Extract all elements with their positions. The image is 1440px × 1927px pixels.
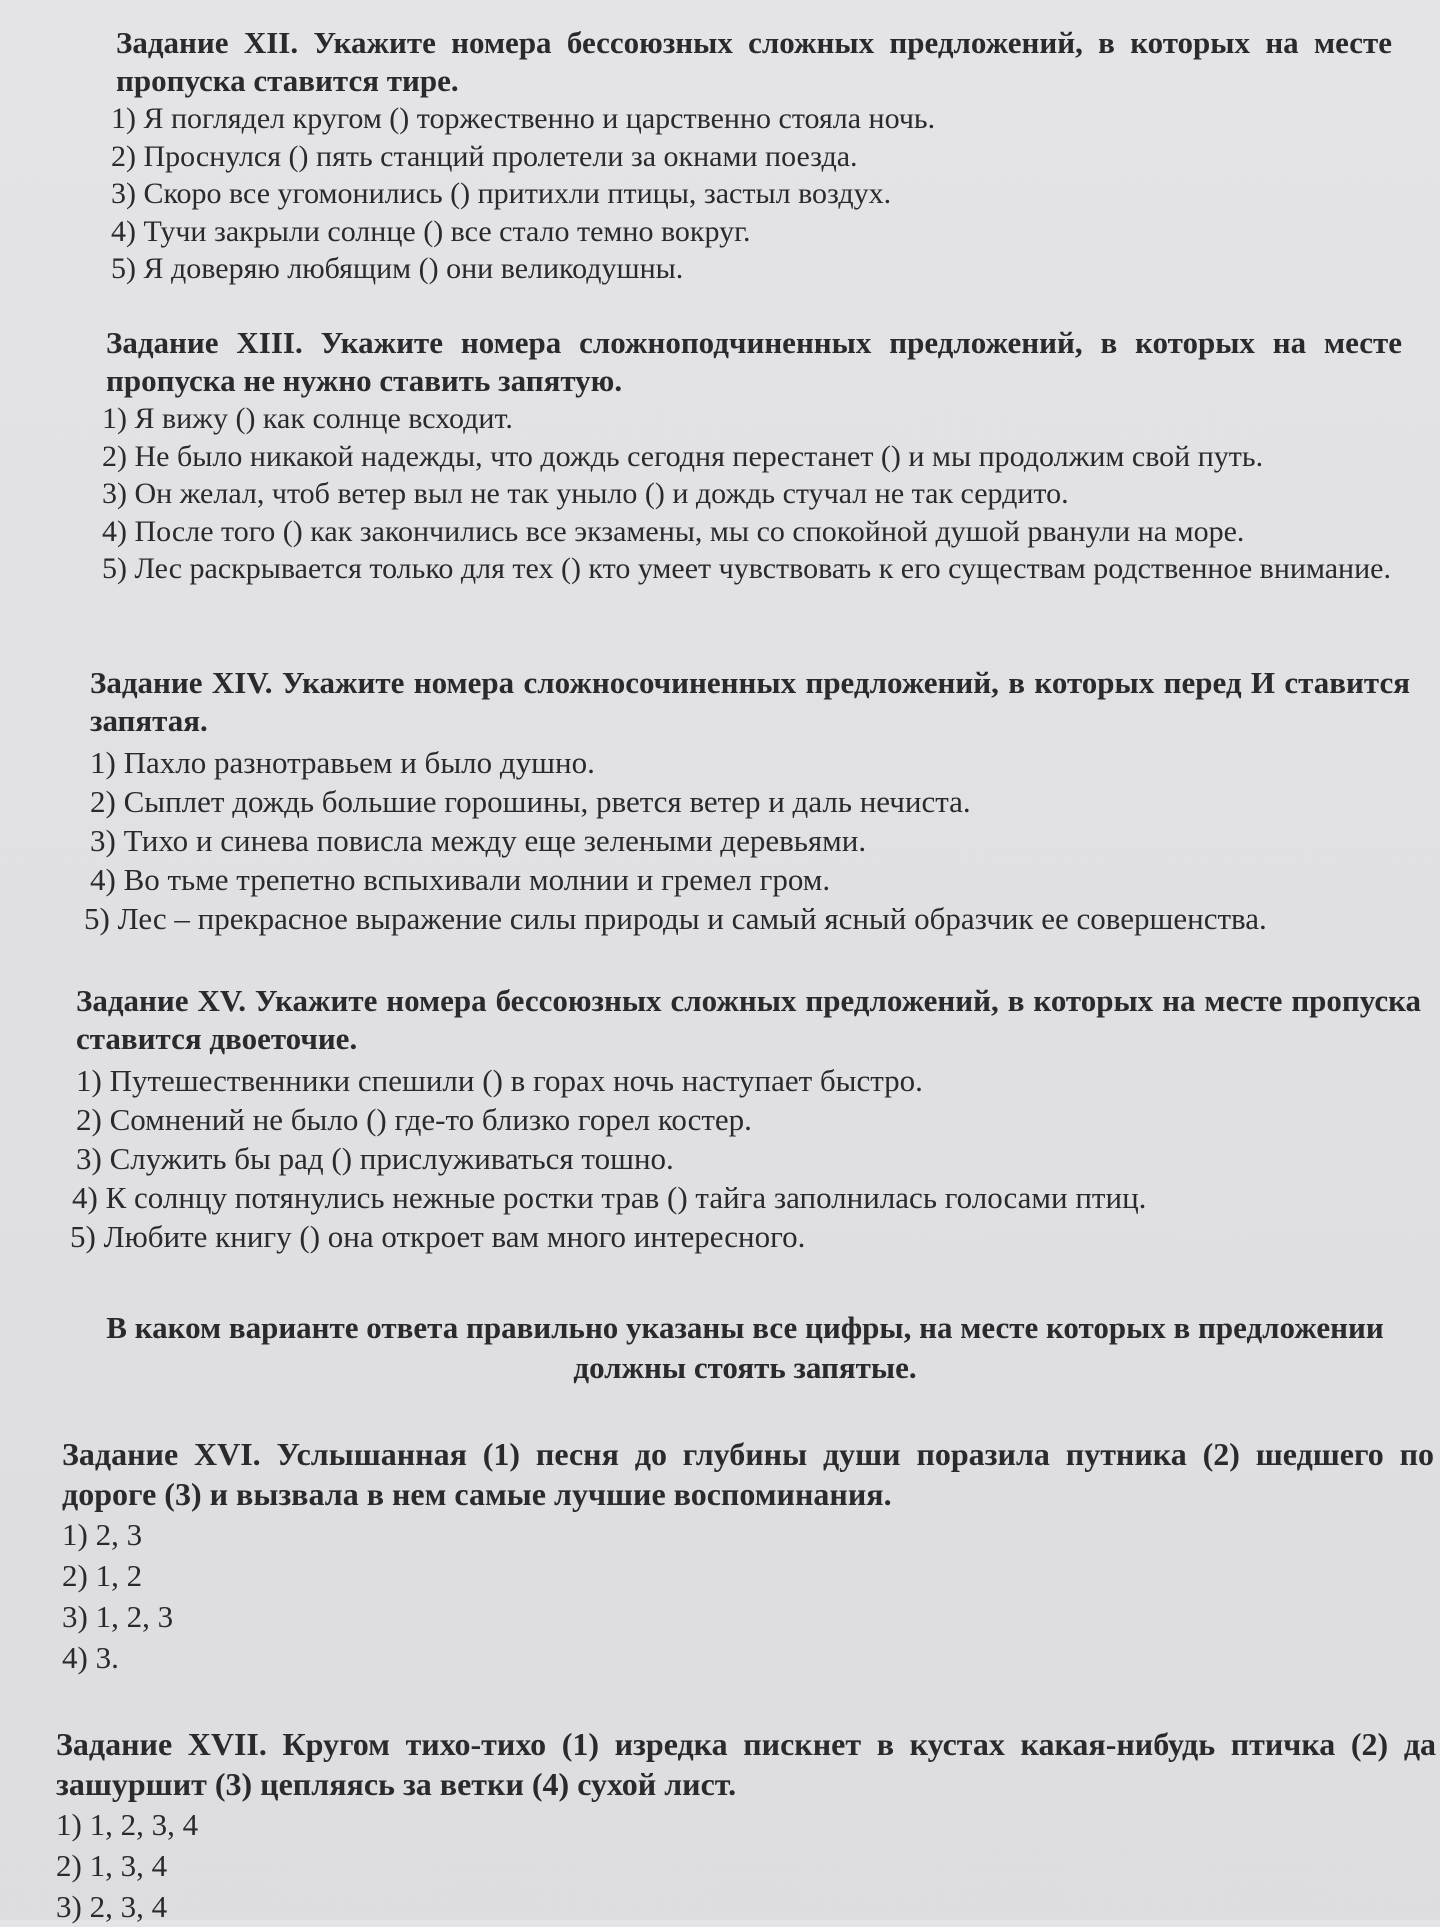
list-item: 2) 1, 2 — [62, 1558, 143, 1593]
task-17 — [56, 1724, 1436, 1927]
list-item: 5) Лес – прекрасное выражение силы природы и самый ясный образчик ее совершенства. — [84, 901, 1267, 936]
list-item: 3) 1, 2, 3 — [62, 1599, 174, 1634]
list-item: 4) Тучи закрыли солнце () все стало темно вокруг. — [111, 214, 751, 248]
task-title: Задание XIII. Укажите номера сложноподчиненных предложений, в которых на месте пропуска не нужно ставить запятую. — [106, 325, 1402, 398]
list-item: 2) Сомнений не было () где-то близко горел костер. — [76, 1102, 752, 1137]
list-item: 1) Путешественники спешили () в горах ночь наступает быстро. — [76, 1063, 923, 1098]
task-title: Задание XII. Укажите номера бессоюзных сложных предложений, в которых на месте пропуска ставится тире. — [116, 25, 1392, 98]
list-item: 1) Я поглядел кругом () торжественно и царственно стояла ночь. — [111, 102, 936, 135]
task-options — [84, 743, 1410, 938]
list-item: 4) Во тьме трепетно вспыхивали молнии и гремел гром. — [90, 862, 831, 897]
list-item: 1) Я вижу () как солнце всходит. — [102, 402, 513, 435]
task-options — [102, 400, 1402, 588]
list-item: 1) Пахло разнотравьем и было душно. — [90, 745, 595, 780]
list-item: 3) Тихо и синева повисла между еще зелеными деревьями. — [90, 823, 867, 858]
task-title: Задание XV. Укажите номера бессоюзных сложных предложений, в которых на месте пропуска ставится двоеточие. — [76, 983, 1421, 1056]
task-options — [62, 1514, 1434, 1678]
list-item: 3) 2, 3, 4 — [56, 1889, 168, 1924]
list-item: 4) 3. — [62, 1640, 119, 1675]
task-16 — [62, 1434, 1434, 1678]
task-title: Задание XIV. Укажите номера сложносочиненных предложений, в которых перед И ставится запятая. — [90, 665, 1410, 738]
list-item: 1) 2, 3 — [62, 1517, 143, 1552]
list-item: 3) Скоро все угомонились () притихли птицы, застыл воздух. — [111, 177, 892, 210]
list-item: 5) Любите книгу () она откроет вам много интересного. — [70, 1219, 806, 1254]
list-item: 2) Проснулся () пять станций пролетели за окнами поезда. — [111, 139, 858, 173]
task-options — [70, 1061, 1421, 1256]
list-item: 4) После того () как закончились все экзамены, мы со спокойной душой рванули на море. — [102, 514, 1245, 548]
task-title: Задание XVII. Кругом тихо-тихо (1) изредка пискнет в кустах какая-нибудь птичка (2) да зашуршит (3) цепляясь за ветки (4) сухой лист. — [56, 1726, 1436, 1802]
list-item: 3) Служить бы рад () прислуживаться тошно. — [76, 1141, 674, 1176]
list-item: 3) Он желал, чтоб ветер выл не так уныло () и дождь стучал не так сердито. — [102, 477, 1069, 510]
task-14 — [84, 664, 1410, 938]
list-item: 2) 1, 3, 4 — [56, 1848, 168, 1883]
list-item: 5) Я доверяю любящим () они великодушны. — [111, 252, 684, 285]
list-item: 2) Не было никакой надежды, что дождь сегодня перестанет () и мы продолжим свой путь. — [102, 439, 1264, 473]
task-options — [111, 100, 1392, 288]
task-title: Задание XVI. Услышанная (1) песня до глубины души поразила путника (2) шедшего по дороге (3) и вызвала в нем самые лучшие воспоминания. — [62, 1436, 1434, 1512]
task-12 — [111, 24, 1392, 288]
list-item: 5) Лес раскрывается только для тех () кто умеет чувствовать к его существам родственное внимание. — [102, 552, 1391, 585]
list-item: 1) 1, 2, 3, 4 — [56, 1807, 199, 1842]
list-item: 4) К солнцу потянулись нежные ростки трав () тайга заполнилась голосами птиц. — [72, 1180, 1147, 1215]
section-heading: В каком варианте ответа правильно указаны все цифры, на месте которых в предложении должны стоять запятые. — [106, 1310, 1384, 1385]
task-15 — [70, 982, 1421, 1256]
task-13 — [102, 324, 1402, 588]
list-item: 2) Сыплет дождь большие горошины, рвется ветер и даль нечиста. — [90, 784, 971, 819]
task-options — [56, 1804, 1436, 1927]
